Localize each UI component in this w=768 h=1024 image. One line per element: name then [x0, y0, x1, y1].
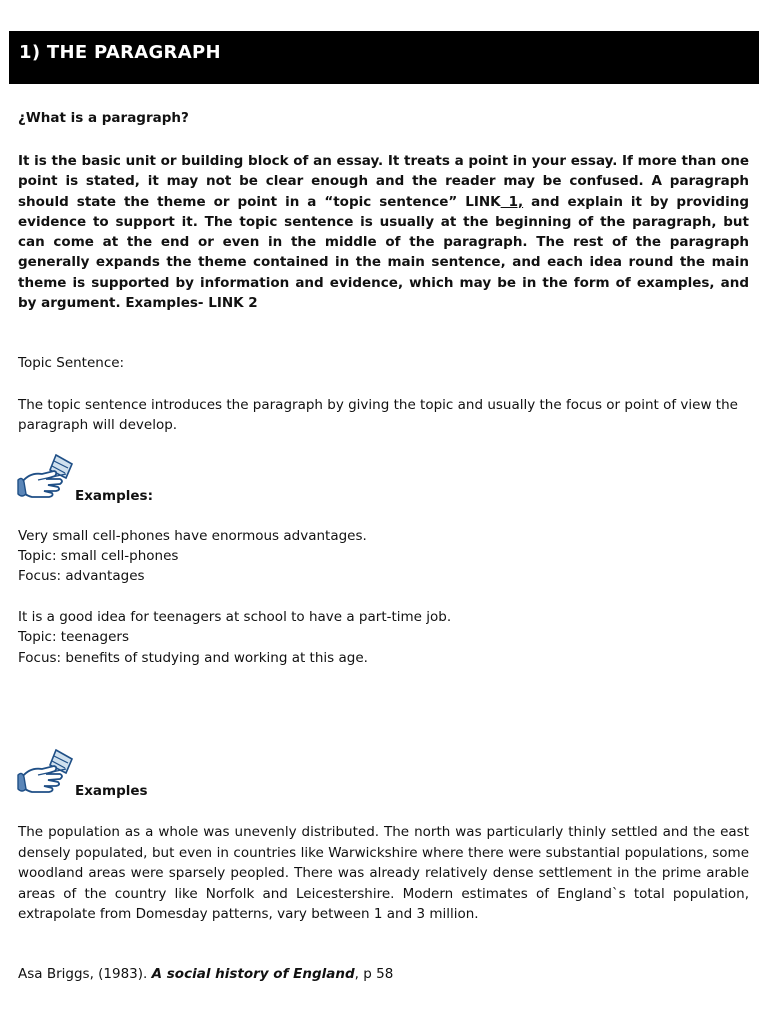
citation-author: Asa Briggs, (1983).	[18, 966, 152, 982]
examples-header-1	[16, 452, 316, 502]
topic-sentence-description: The topic sentence introduces the paragraph by giving the topic and usually the focus or point of view the paragraph will develop.	[18, 397, 738, 433]
example-line: Focus: advantages	[18, 568, 145, 584]
examples-label-2: Examples	[75, 783, 148, 799]
example-line: Topic: teenagers	[18, 629, 129, 645]
citation-book-title: A social history of England	[151, 966, 355, 982]
citation	[18, 966, 393, 982]
example-line: It is a good idea for teenagers at school to have a part-time job.	[18, 609, 452, 625]
link-1[interactable]: 1,	[500, 193, 524, 210]
intro-paragraph	[18, 151, 749, 313]
topic-sentence-label: Topic Sentence:	[18, 355, 125, 371]
title-bar	[9, 31, 759, 84]
examples-header-2	[16, 747, 316, 797]
example-line: Topic: small cell-phones	[18, 548, 179, 564]
historical-passage: The population as a whole was unevenly distributed. The north was particularly thinly settled and the east densely populated, but even in countries like Warwickshire where there were substantial populations, some woodland areas were sparsely peopled. There was already relatively dense settlement in the prime arable areas of the country like Norfolk and Leicestershire. Modern estimates of England`s total population, extrapolate from Domesday patterns, vary between 1 and 3 million.	[18, 824, 749, 922]
hand-writing-icon	[16, 747, 78, 797]
hand-writing-icon	[16, 452, 78, 502]
examples-label-1: Examples:	[75, 488, 153, 504]
intro-text-end: and explain it by providing evidence to support it. The topic sentence is usually at the beginning of the paragraph, but can come at the end or even in the middle of the paragraph. The rest of the paragraph generally expands the theme contained in the main sentence, and each idea round the main theme is supported by information and evidence, which may be in the form of examples, and by argument. Examples- LINK 2	[18, 193, 749, 312]
example-line: Very small cell-phones have enormous advantages.	[18, 528, 367, 544]
page-title: 1) THE PARAGRAPH	[19, 42, 221, 63]
example-line: Focus: benefits of studying and working at this age.	[18, 650, 368, 666]
citation-page: , p 58	[354, 966, 394, 982]
question-heading: ¿What is a paragraph?	[18, 110, 189, 126]
intro-text-start: It is the basic unit or building block of an essay. It treats a point in your essay. If more than one point is stated, it may not be clear enough and the reader may be confused. A paragraph should state the theme or point in a “topic sentence” LINK	[18, 153, 750, 210]
